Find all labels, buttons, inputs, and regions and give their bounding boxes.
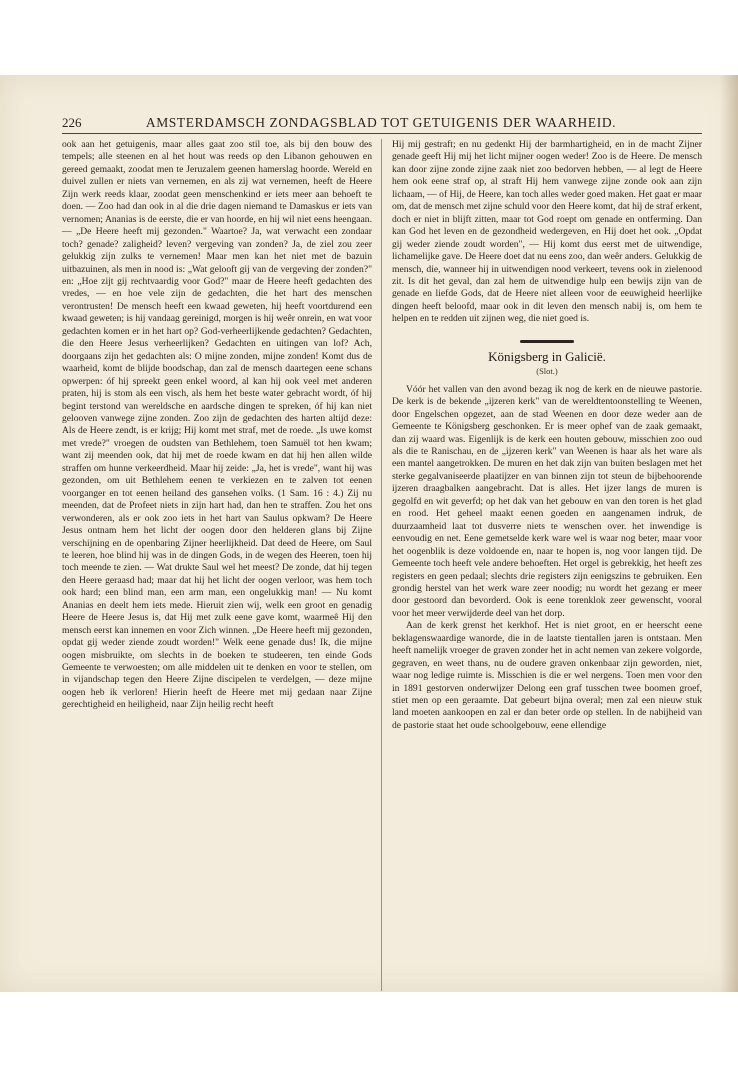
page-header	[62, 115, 700, 131]
header-rule	[62, 133, 702, 134]
section-ornament	[520, 340, 574, 343]
right-column	[392, 139, 702, 732]
article-paragraph: Vóór het vallen van den avond bezag ik nog de kerk en de nieuwe pastorie. De kerk is de bekende „ijzeren kerk" van de wereldtentoonstelling te Weenen, door Engelschen opgezet, aan de stad Weenen en door deze weder aan de Gemeente te Königsberg geschonken. Er is meer ophef van de zaak gemaakt, dan zij waard was. Eigenlijk is de kerk een houten gebouw, misschien zoo oud als die te Ranischau, en de „ijzeren kerk" van Weenen is haar als het ware als een mantel aangetrokken. De muren en het dak zijn van buiten beslagen met het sterke gegalvaniseerde plaatijzer en van binnen zijn tot steun de bijbehoorende ijzeren draagbalken aangebracht. Dat is alles. Het ijzer langs de muren is gegolfd en wit geverfd; op het dak van het gebouw en van den toren is het glad en rood. Het geheel maakt eenen goeden en aangenamen indruk, de duurzaamheid laat tot dusverre niets te wenschen over. het inwendige is eenvoudig en net. Eene gemetselde kerk ware wel is waar nog beter, maar voor het oogenblik is deze voldoende en, naar te hopen is, nog voor langen tijd. De Gemeente toch heeft vele andere behoeften. Het orgel is gebrekkig, het heeft zes registers en geen pedaal; slechts drie registers zijn eenigszins te gebruiken. Een grondig herstel van het werk ware zeer noodig; nu wordt het gezang er meer door gestoord dan bevorderd. Ook is eene torenklok zeer gewenscht, vooral voor het meer verwijderde deel van het dorp.	[392, 383, 702, 619]
running-title: AMSTERDAMSCH ZONDAGSBLAD TOT GETUIGENIS DER WAARHEID.	[145, 115, 617, 130]
article-title: Königsberg in Galicië.	[488, 348, 606, 364]
left-paragraph: ook aan het getuigenis, maar alles gaat zoo stil toe, als bij den bouw des tempels; alle steenen en al het hout was reeds op den Libanon gehouwen en gereed gemaakt, zoodat men te Jeruzalem geenen hamerslag hoorde. Wereld en duivel zullen er niets van vernemen, en als zij wat vernemen, heeft de Heere Zijn werk reeds klaar, zoodat geen menschenkind er iets meer aan behoeft te doen. — Zoo had dan ook in al die drie dagen niemand te Damaskus er iets van vernomen; Ananias is de eerste, die er van hoorde, en hij wil niet eens heengaan. — „De Heere heeft mij gezonden." Waartoe? Ja, wat verwacht een zondaar toch? genade? zaligheid? leven? vergeving van zonden? Ja, de ziel zou zeer gelukkig zijn zulks te vernemen! Maar men kan het niet met de bazuin uitbazuinen, als men in nood is: „Wat gelooft gij van de vergeving der zonden?" en: „Hoe zijt gij rechtvaardig voor God?" maar de Heere heeft gedachten des vredes, — en hoe vele zijn de gedachten, die het hart des menschen verontrusten! De mensch heeft een kwaad geweten, hij heeft voortdurend een kwaad geweten; is hij vandaag gereinigd, morgen is hij weêr onrein, en wat voor gedachten komen er in het hart op? God-verheerlijkende gedachten? Gedachten, die den Heere Jesus verheerlijken? Gedachten en uitingen van lof? Ach, doorgaans zijn het gedachten als: O mijne zonden, mijne zonden! Komt dus de waarheid, komt de blijde boodschap, dan zal de mensch daartegen eene schans opwerpen: óf hij spreekt geen enkel woord, al kan hij ook veel met anderen praten, hij is stom als een visch, als hem het beste water gebracht wordt, óf hij begint terstond van wereldsche en aardsche dingen te spreken, óf hij kan niet gelooven vanwege zijne zonden. Zoo zijn de gedachten des harten altijd deze: Als de Heere zendt, is er krijg; Hij komt met straf, met de roede. „Is uwe komst met vrede?" vroegen de oudsten van Bethlehem, toen Samuël tot hen kwam; want zij meenden ook, dat hij met de roede kwam en dat hij hen allen wilde straffen om hunne verkeerdheid. Maar hij zeide: „Ja, het is vrede", want hij was gezonden, om uit Bethlehem eenen te verkiezen en te zalven tot eenen voorganger en tot eenen heiland des gansehen volks. (1 Sam. 16 : 4.) Zij nu meenden, dat de Profeet niets in zijn hart had, dan hen te straffen. Zou het ons verwonderen, als er ook zoo iets in het hart van Saulus opkwam? De Heere Jesus ontnam hem het licht der oogen door den helderen glans bij Zijne verschijning en de openbaring Zijner heerlijkheid. Dat deed de Heere, om Saul te leeren, hoe blind hij was in de dingen Gods, in de wegen des Heeren, toen hij toch meende te zien. — Wat drukte Saul wel het meest? De zonde, dat hij tegen den Heere geraasd had; maar dat hij het licht der oogen verloor, was hem toch ook hard; een blind man, een arm man, een ongelukkig man! — Nu komt Ananias en deelt hem iets mede. Hieruit zien wij, welk een groot en genadig Heere de Heere Jesus is, dat Hij met zulk eene gave komt, waarmeê Hij den mensch eerst kan innemen en voor Zich winnen. „De Heere heeft mij gezonden, opdat gij weder ziende zoudt worden!" Welk eene genade dus! Ik, die mijne oogen misbruikte, om slechts in de boeken te studeeren, ten einde Gods Gemeente te verwoesten; om alle middelen uit te denken en voor te stellen, om in vijandschap tegen den Heere Zijne discipelen te verdelgen, — deze mijne oogen heb ik verloren! Hierin heeft de Heere met mij gedaan naar Zijne gerechtigheid en heiligheid, naar Zijn heilig recht heeft	[62, 139, 372, 711]
left-column	[62, 139, 372, 712]
article-subtitle: (Slot.)	[536, 366, 558, 377]
continuation-paragraph: Hij mij gestraft; en nu gedenkt Hij der barmhartigheid, en in de macht Zijner genade geeft Hij mij het licht mijner oogen weder! Zoo is de Heere. De mensch kan door zijne zonde zijne zaak niet zoo bedorven hebben, — al legt de Heere hem ook eene straf op, al straft Hij hem vanwege zijne zonde ook aan zijn lichaam, — of Hij, de Heere, kan toch alles weder goed maken. Het gaat er maar om, dat de mensch met zijne schuld voor den Heere komt, dat hij de straf erkent, doch er niet in blijft zitten, maar tot God roept om genade en ontferming. Dan kan God het leven en de gezondheid wedergeven, en Hij doet het ook. „Opdat gij weder ziende zoudt worden", — Hij komt dus eerst met de uitwendige, lichamelijke gave. De Heere doet dat nu eens zoo, dan weêr anders. Gelukkig de mensch, die, wanneer hij in uitwendigen nood verkeert, tevens ook in zielenood zit. Is dit het geval, dan zal hem de uitwendige hulp een bewijs zijn van de genade en liefde Gods, dat de Heere niet alleen voor de eeuwigheid heerlijke dingen heeft beloofd, maar ook in dit leven den mensch nabij is, om hem te helpen en te redden uit zijnen weg, die niet goed is.	[392, 139, 702, 325]
newspaper-page	[0, 75, 738, 992]
column-divider	[381, 139, 382, 991]
page-edge-shadow	[720, 75, 738, 992]
page-number: 226	[62, 115, 82, 130]
article-paragraph: Aan de kerk grenst het kerkhof. Het is niet groot, en er heerscht eene beklagenswaardige wanorde, die in de laatste tientallen jaren is ontstaan. Men heeft namelijk vroeger de graven zonder het in acht nemen van zekere volgorde, gegraven, en weet thans, nu de oudere graven onkenbaar zijn geworden, niet, waar nog ledige ruimte is. Misschien is die er wel nergens. Toen men voor den in 1891 gestorven onderwijzer Delong een graf tusschen twee boomen groef, stiet men op een geraamte. Dat gebeurt bijna overal; men zal een nieuw stuk land moeten aankoopen en zal er dan beter orde op stellen. In de nabijheid van de pastorie staat het oude schoolgebouw, eene ellendige	[392, 620, 702, 731]
